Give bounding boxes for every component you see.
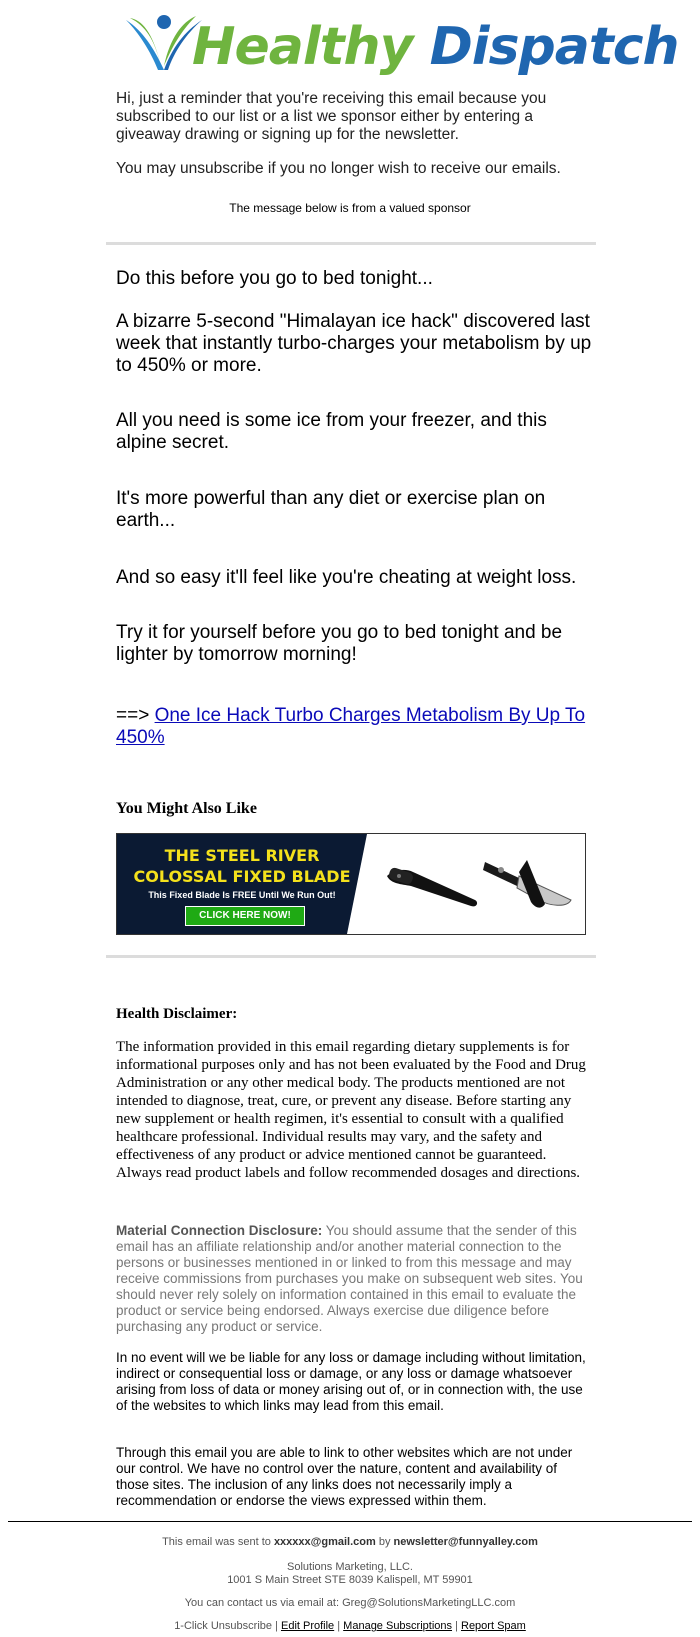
banner-subtitle: This Fixed Blade Is FREE Until We Run Out!: [148, 890, 336, 900]
report-spam-link[interactable]: Report Spam: [461, 1620, 526, 1632]
sent-prefix: This email was sent to: [162, 1536, 274, 1548]
logo-wordmark: [192, 12, 679, 82]
knife-blade-icon: [479, 848, 579, 918]
section-divider-2: [106, 955, 596, 958]
external-links-notice: Through this email you are able to link to other websites which are not under our control. We have no control over the nature, content and availability of those sites. The inclusion of any links does not necessarily imply a recommendation or endorse the views expressed within them.: [116, 1445, 573, 1508]
contact-line: You can contact us via email at: Greg@SolutionsMarketingLLC.com: [184, 1597, 516, 1609]
liability-notice: In no event will we be liable for any loss or damage including without limitation, indirect or consequential loss or damage, or any loss or damage whatsoever arising from loss of data or money arising out of, or in connection with, the use of the websites to which links may lead from this email.: [116, 1350, 586, 1413]
company-address: 1001 S Main Street STE 8039 Kalispell, MT 59901: [227, 1574, 473, 1586]
steel-river-banner[interactable]: [116, 833, 586, 935]
sent-by: by: [375, 1536, 394, 1548]
sender-email: newsletter@funnyalley.com: [393, 1536, 538, 1548]
edit-profile-link[interactable]: Edit Profile: [280, 1620, 335, 1632]
link-separator: |: [452, 1620, 461, 1632]
ad-paragraph-5: And so easy it'll feel like you're cheating at weight loss.: [116, 567, 577, 588]
unsubscribe-note: You may unsubscribe if you no longer wish to receive our emails.: [116, 160, 561, 177]
company-name: Solutions Marketing, LLC.: [287, 1561, 413, 1573]
logo-word-dispatch: Dispatch: [429, 17, 679, 77]
subscription-reminder: Hi, just a reminder that you're receiving this email because you subscribed to our list or a list we sponsor either by entering a giveaway drawing or signing up for the newsletter.: [116, 90, 547, 143]
one-click-unsubscribe[interactable]: 1-Click Unsubscribe: [174, 1620, 272, 1632]
health-disclaimer-title: Health Disclaimer:: [116, 1006, 238, 1022]
ad-paragraph-3: All you need is some ice from your freezer, and this alpine secret.: [116, 410, 547, 453]
material-disclosure-body: You should assume that the sender of this email has an affiliate relationship and/or another material connection to the persons or businesses mentioned in or linked to from this message and may receive commissions from purchases you make on subsequent web sites. You should never rely solely on information contained in this email to evaluate the product or service being endorsed. Always exercise due diligence before purchasing any product or service.: [116, 1223, 583, 1334]
metabolism-offer-link[interactable]: One Ice Hack Turbo Charges Metabolism By Up To 450%: [116, 705, 586, 748]
banner-title-line-1: THE STEEL RIVER: [164, 846, 320, 865]
ad-paragraph-2: A bizarre 5-second "Himalayan ice hack" discovered last week that instantly turbo-charges your metabolism by up to 450% or more.: [116, 311, 592, 376]
banner-click-button[interactable]: CLICK HERE NOW!: [185, 906, 305, 926]
footer-divider: [8, 1521, 692, 1522]
sponsor-note: The message below is from a valued sponsor: [229, 201, 471, 215]
section-divider: [106, 242, 596, 245]
sent-to-line: [0, 1536, 700, 1549]
healthy-dispatch-logo: [120, 6, 679, 90]
footer-links: [0, 1620, 700, 1633]
material-disclosure-label: Material Connection Disclosure:: [116, 1223, 323, 1238]
ad-paragraph-4: It's more powerful than any diet or exercise plan on earth...: [116, 488, 546, 531]
material-disclosure: [116, 1223, 586, 1335]
manage-subscriptions-link[interactable]: Manage Subscriptions: [343, 1620, 453, 1632]
link-separator: |: [272, 1620, 281, 1632]
recipient-email: xxxxxx@gmail.com: [273, 1536, 376, 1548]
ad-link-line: [116, 705, 596, 749]
knife-sheathed-icon: [383, 856, 483, 916]
banner-title-line-2: COLOSSAL FIXED BLADE: [133, 867, 351, 886]
logo-word-healthy: Healthy: [192, 17, 413, 77]
ad-paragraph-1: Do this before you go to bed tonight...: [116, 268, 433, 289]
link-separator: |: [334, 1620, 344, 1632]
health-disclaimer-body: The information provided in this email regarding dietary supplements is for informational purposes only and has not been evaluated by the Food and Drug Administration or any other medical body. The products mentioned are not intended to diagnose, treat, cure, or prevent any disease. Before starting any new supplement or health regimen, it's essential to consult with a qualified healthcare professional. Individual results may vary, and the safety and effectiveness of any product or advice mentioned cannot be guaranteed. Always read product labels and follow recommended dosages and directions.: [116, 1039, 586, 1181]
arrow-text: ==>: [116, 705, 150, 726]
ad-paragraph-6: Try it for yourself before you go to bed tonight and be lighter by tomorrow morning!: [116, 622, 563, 665]
recommend-heading: You Might Also Like: [116, 800, 257, 817]
